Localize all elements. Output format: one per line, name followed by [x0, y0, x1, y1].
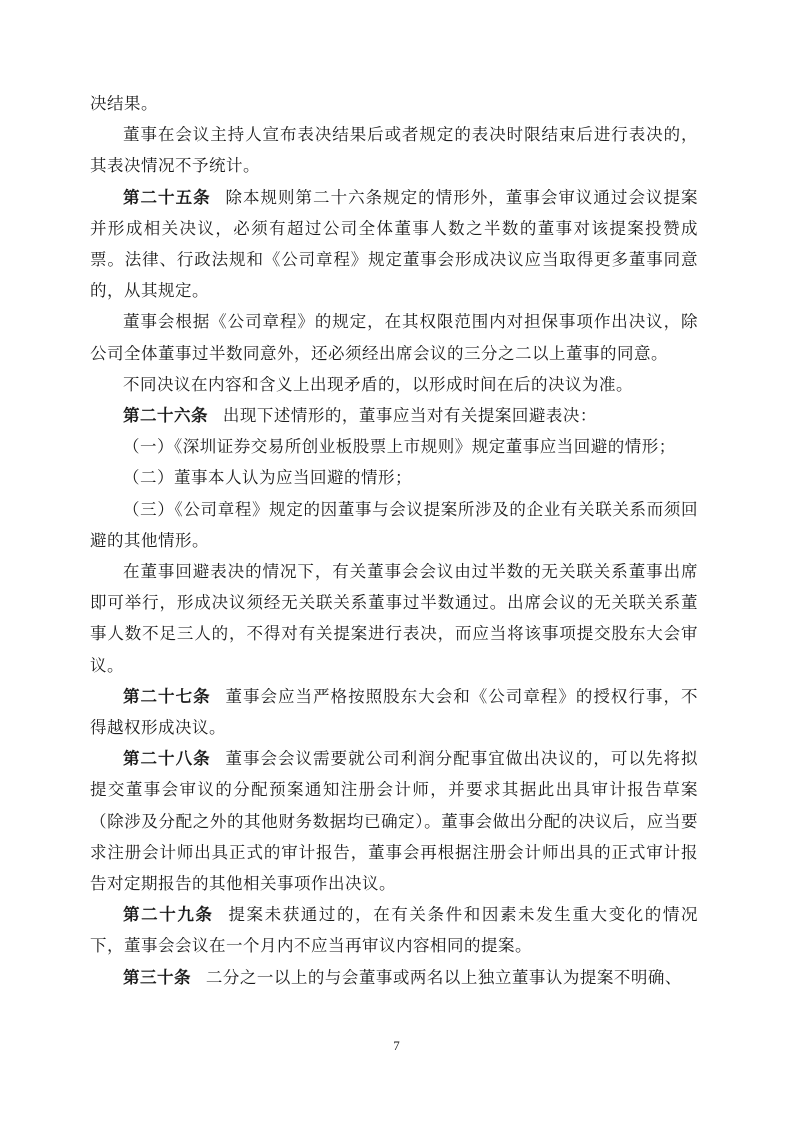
paragraph — [90, 369, 698, 400]
paragraph — [90, 743, 698, 899]
paragraph-text: （一）《深圳证券交易所创业板股票上市规则》规定董事应当回避的情形； — [123, 437, 676, 457]
paragraph — [90, 899, 698, 961]
article-number: 第二十八条 — [123, 749, 211, 769]
paragraph-text: 提案未获通过的，在有关条件和因素未发生重大变化的情况下，董事会会议在一个月内不应当再审议内容相同的提案。 — [90, 905, 699, 956]
paragraph-text: 出现下述情形的，董事应当对有关提案回避表决： — [222, 406, 597, 426]
paragraph-text: 董事会会议需要就公司利润分配事宜做出决议的，可以先将拟提交董事会审议的分配预案通知注册会计师，并要求其据此出具审计报告草案（除涉及分配之外的其他财务数据均已确定）。董事会做出分配的决议后，应当要求注册会计师出具正式的审计报告，董事会再根据注册会计师出具的正式审计报告对定期报告的其他相关事项作出决议。 — [90, 749, 699, 894]
paragraph — [90, 306, 698, 368]
article-number: 第二十九条 — [123, 905, 214, 925]
list-item — [90, 462, 698, 493]
page-footer — [0, 1036, 793, 1056]
paragraph-text: （二）董事本人认为应当回避的情形； — [123, 468, 412, 488]
paragraph-text: 决结果。 — [90, 94, 158, 113]
paragraph — [90, 88, 698, 119]
paragraph — [90, 182, 698, 307]
paragraph — [90, 400, 698, 431]
paragraph-text: 董事会应当严格按照股东大会和《公司章程》的授权行事，不得越权形成决议。 — [90, 686, 699, 738]
paragraph — [90, 119, 698, 181]
paragraph-text: （三）《公司章程》规定的因董事与会议提案所涉及的企业有关联关系而须回避的其他情形。 — [90, 499, 698, 550]
article-number: 第二十六条 — [123, 406, 208, 426]
list-item — [90, 494, 698, 556]
list-item — [90, 431, 698, 462]
paragraph-text: 在董事回避表决的情况下，有关董事会会议由过半数的无关联关系董事出席即可举行，形成决议须经无关联关系董事过半数通过。出席会议的无关联关系董事人数不足三人的，不得对有关提案进行表决，而应当将该事项提交股东大会审议。 — [90, 562, 698, 675]
paragraph — [90, 962, 698, 993]
paragraph-text: 不同决议在内容和含义上出现矛盾的，以形成时间在后的决议为准。 — [123, 374, 633, 394]
page-number: 7 — [393, 1038, 400, 1053]
paragraph-text: 董事会根据《公司章程》的规定，在其权限范围内对担保事项作出决议，除公司全体董事过半数同意外，还必须经出席会议的三分之二以上董事的同意。 — [90, 312, 698, 363]
document-body — [90, 88, 698, 993]
paragraph-text: 二分之一以上的与会董事或两名以上独立董事认为提案不明确、 — [205, 967, 682, 987]
paragraph-text: 董事在会议主持人宣布表决结果后或者规定的表决时限结束后进行表决的，其表决情况不予统计。 — [90, 125, 698, 176]
article-number: 第三十条 — [123, 967, 191, 987]
paragraph — [90, 556, 698, 681]
paragraph — [90, 681, 698, 743]
article-number: 第二十五条 — [123, 187, 211, 207]
article-number: 第二十七条 — [123, 686, 211, 706]
paragraph-text: 除本规则第二十六条规定的情形外，董事会审议通过会议提案并形成相关决议，必须有超过公司全体董事人数之半数的董事对该提案投赞成票。法律、行政法规和《公司章程》规定董事会形成决议应当取得更多董事同意的，从其规定。 — [90, 187, 699, 301]
